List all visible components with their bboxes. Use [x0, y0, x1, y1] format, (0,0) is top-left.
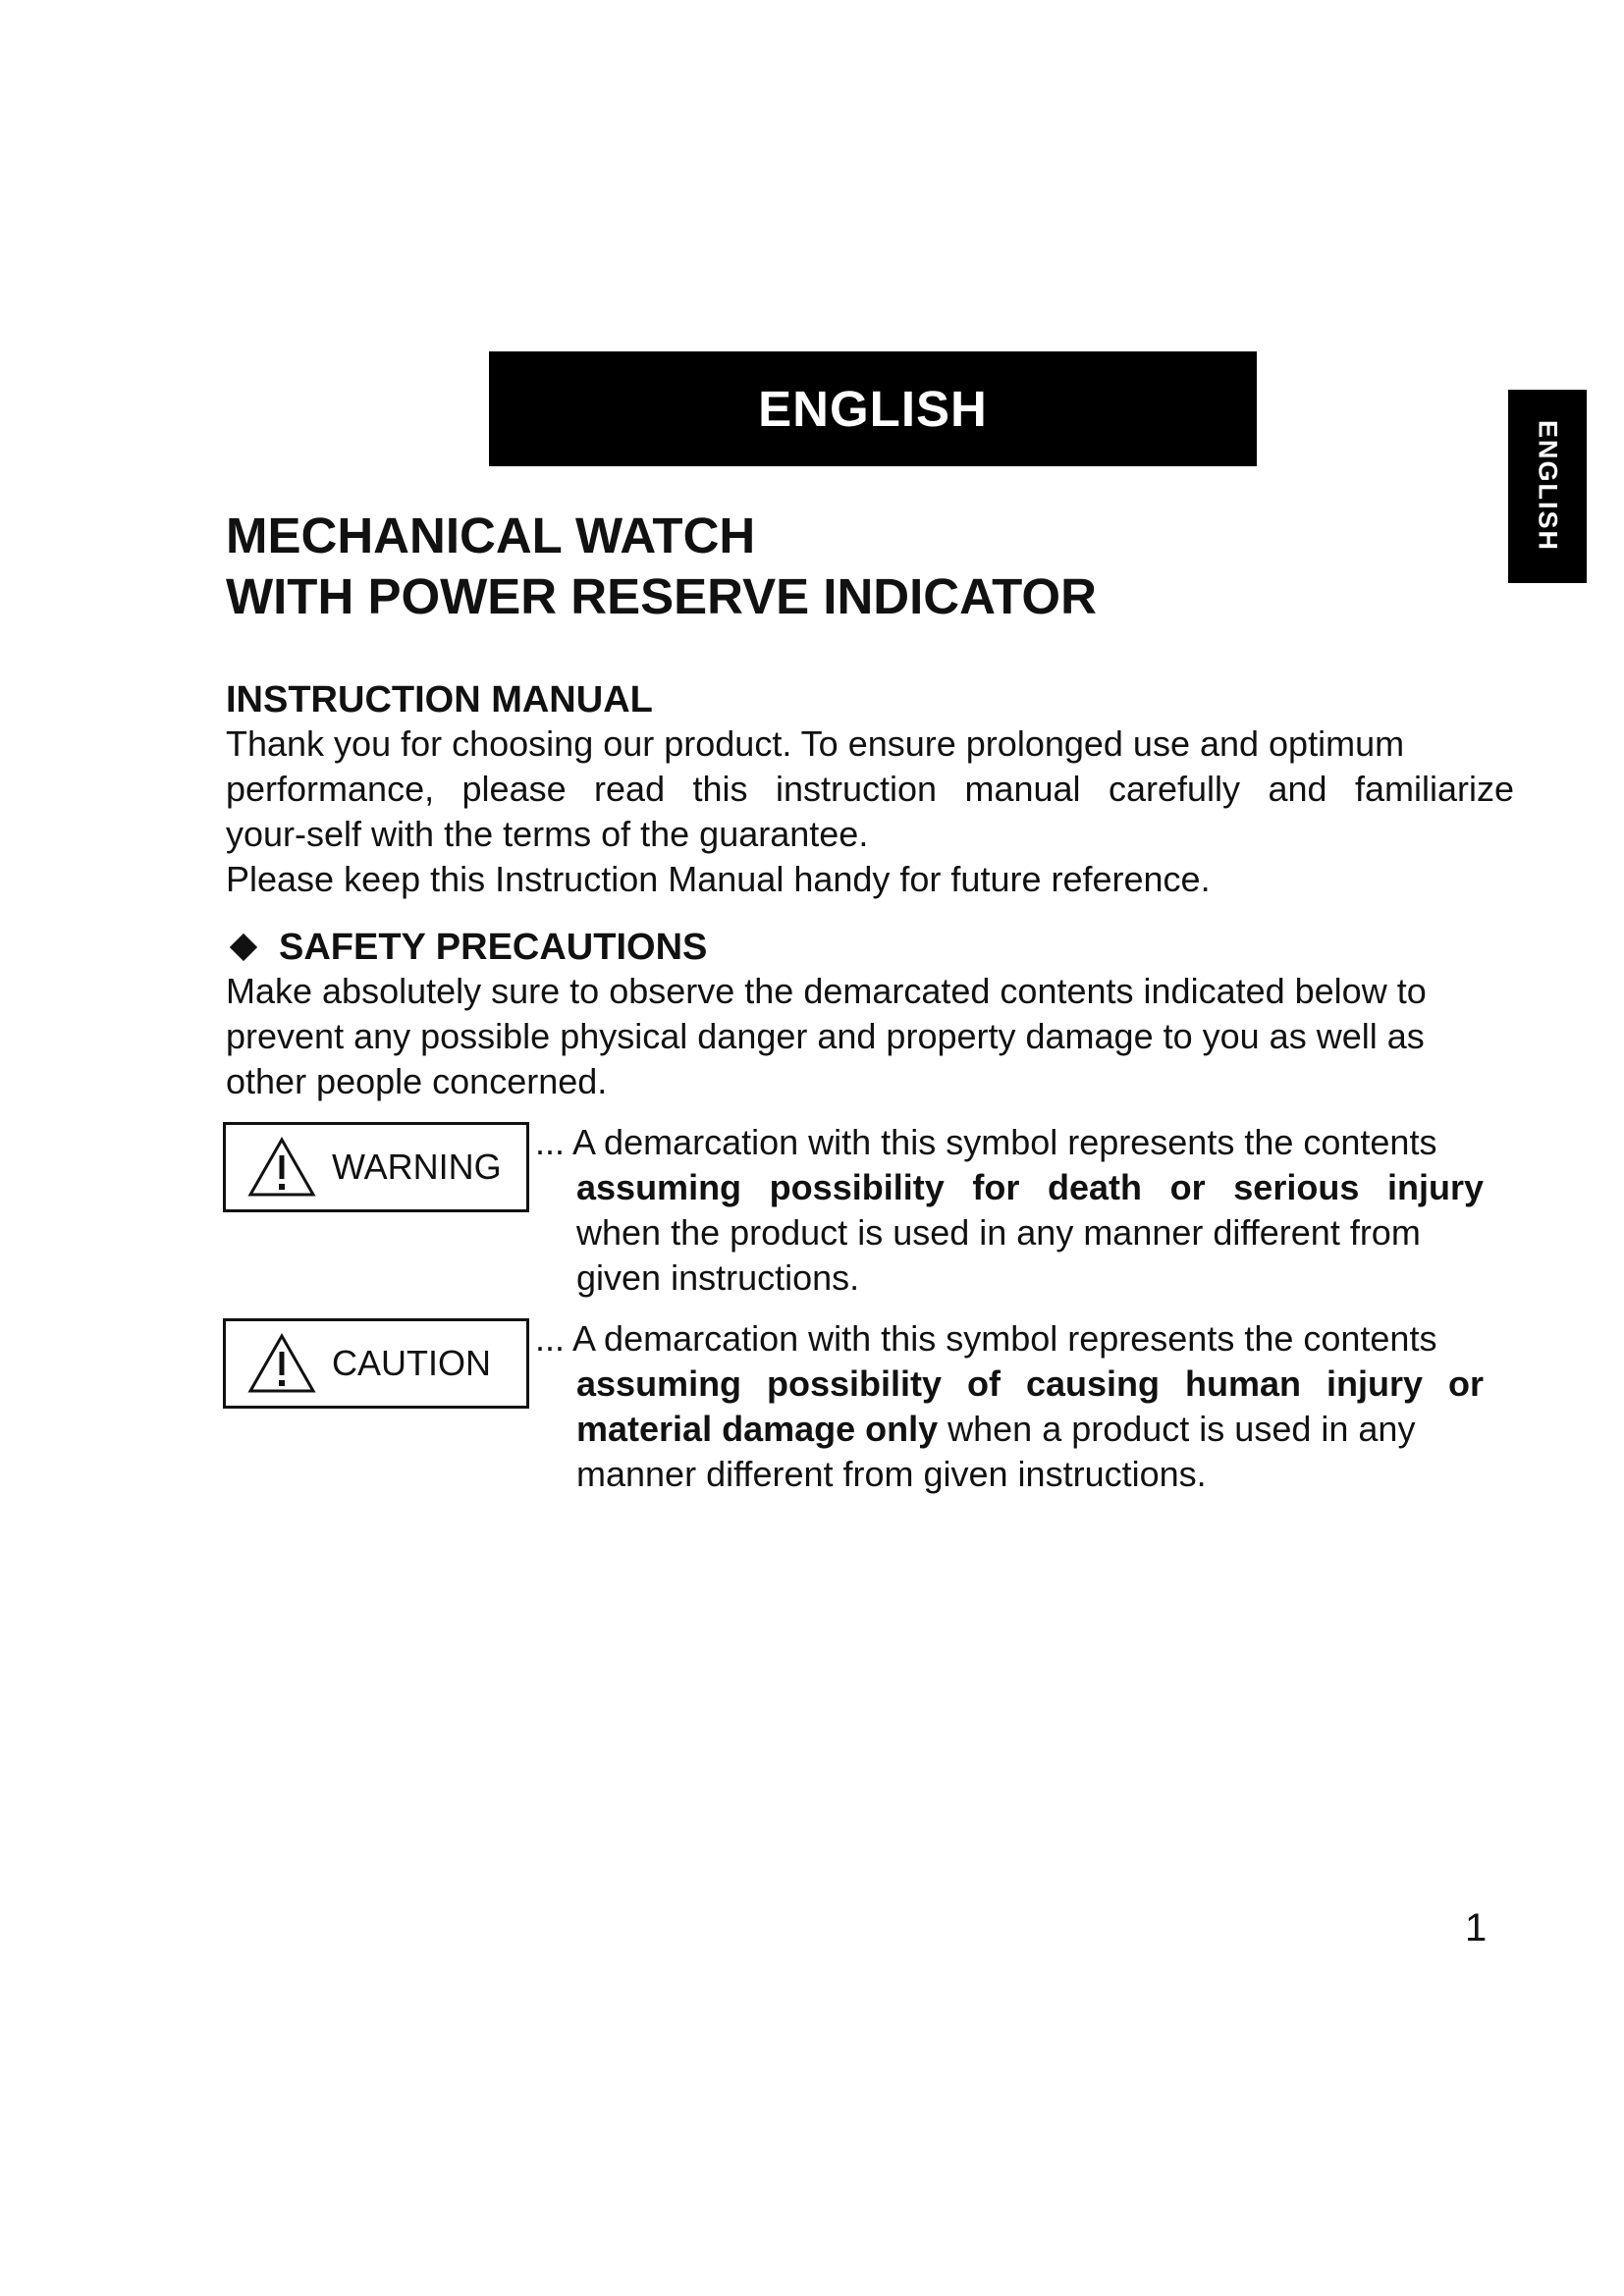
caution-desc-rest-2: when a product is used in any: [938, 1409, 1416, 1449]
warning-triangle-icon: [247, 1136, 316, 1199]
warning-label: WARNING: [332, 1147, 502, 1187]
intro-line-3: your-self with the terms of the guarantee.: [226, 814, 869, 854]
caution-desc-line-4: manner different from given instructions.: [576, 1454, 1207, 1494]
warning-desc-line-1: ... A demarcation with this symbol represents the contents: [535, 1122, 1437, 1162]
caution-symbol-box: [223, 1318, 529, 1409]
page-number: 1: [1465, 1906, 1488, 1949]
warning-desc-line-3: when the product is used in any manner different from: [576, 1212, 1421, 1253]
caution-description: [535, 1316, 1624, 1497]
instruction-manual-heading: INSTRUCTION MANUAL: [226, 679, 653, 721]
keep-manual-note: Please keep this Instruction Manual handy for future reference.: [226, 859, 1211, 899]
diamond-icon: [230, 934, 257, 961]
warning-desc-line-4: given instructions.: [576, 1257, 860, 1298]
warning-symbol-box: [223, 1122, 529, 1212]
caution-desc-bold-2: material damage only: [576, 1409, 939, 1449]
caution-label: CAUTION: [332, 1343, 491, 1383]
caution-desc-line-1: ... A demarcation with this symbol represents the contents: [535, 1318, 1437, 1359]
intro-line-2-text: performance, please read this instruction manual carefully and familiarize: [226, 769, 1514, 809]
safety-line-3: other people concerned.: [226, 1061, 608, 1101]
main-content: [226, 506, 1514, 1104]
safety-precautions-heading: [226, 926, 1514, 969]
document-title-line-1: MECHANICAL WATCH: [226, 507, 756, 563]
language-banner: [489, 351, 1257, 466]
caution-desc-rest: [576, 1362, 1484, 1497]
document-title-line-2: WITH POWER RESERVE INDICATOR: [226, 568, 1097, 624]
banner-title: ENGLISH: [758, 381, 988, 437]
caution-desc-line-3: [576, 1407, 1484, 1452]
warning-desc-bold: assuming possibility for death or serious injury: [576, 1167, 1484, 1207]
safety-line-2: prevent any possible physical danger and property damage to you as well as: [226, 1016, 1425, 1056]
warning-desc-rest: [576, 1165, 1484, 1301]
language-side-tab: [1508, 390, 1587, 583]
safety-line-1: Make absolutely sure to observe the demarcated contents indicated below to: [226, 971, 1427, 1011]
side-tab-label: ENGLISH: [1533, 420, 1563, 553]
intro-line-2: [226, 767, 1514, 812]
caution-desc-bold-1: assuming possibility of causing human injury or: [576, 1363, 1484, 1404]
safety-heading-text: SAFETY PRECAUTIONS: [279, 927, 708, 968]
intro-line-1: Thank you for choosing our product. To ensure prolonged use and optimum: [226, 723, 1405, 764]
warning-triangle-icon: [247, 1332, 316, 1395]
warning-description: [535, 1120, 1624, 1301]
